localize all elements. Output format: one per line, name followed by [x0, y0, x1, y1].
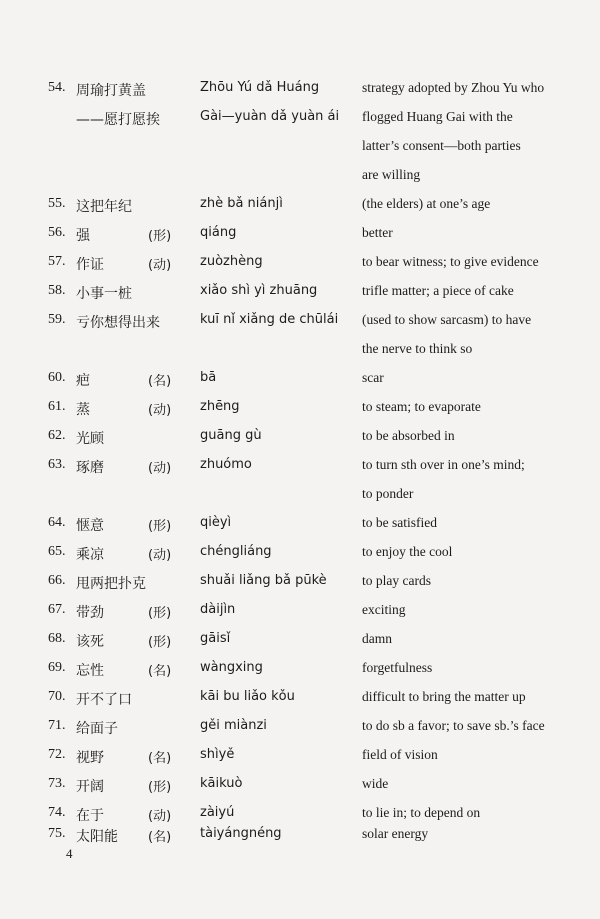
entry-number: 62. — [48, 428, 66, 443]
entry-chinese: 带劲 — [76, 605, 104, 621]
entry-pinyin: kāikuò — [200, 776, 243, 791]
entry-pinyin: wàngxing — [200, 660, 263, 675]
entry-definition: field of vision — [362, 747, 438, 762]
vocab-row — [0, 370, 600, 394]
entry-pinyin: shìyě — [200, 747, 235, 762]
vocab-row — [0, 660, 600, 684]
vocab-row — [0, 167, 600, 191]
entry-definition: trifle matter; a piece of cake — [362, 283, 514, 298]
entry-chinese: 甩两把扑克 — [76, 576, 146, 592]
vocab-row — [0, 718, 600, 742]
entry-number: 59. — [48, 312, 66, 327]
entry-pinyin: kuī nǐ xiǎng de chūlái — [200, 312, 339, 327]
entry-definition: (the elders) at one’s age — [362, 196, 491, 211]
entry-chinese: 开不了口 — [76, 692, 132, 708]
entry-pinyin: zhuómo — [200, 457, 252, 472]
entry-pinyin: Zhōu Yú dǎ Huáng — [200, 80, 320, 95]
entry-chinese: 乘凉 — [76, 547, 104, 563]
entry-chinese: 疤 — [76, 373, 90, 389]
entry-number: 65. — [48, 544, 66, 559]
entry-number: 63. — [48, 457, 66, 472]
entry-pinyin: chéngliáng — [200, 544, 272, 559]
entry-part-of-speech: (动) — [148, 258, 172, 273]
entry-definition: damn — [362, 631, 392, 646]
vocab-row — [0, 196, 600, 220]
entry-pinyin: zhēng — [200, 399, 240, 414]
vocab-row — [0, 283, 600, 307]
vocab-row — [0, 399, 600, 423]
entry-definition: are willing — [362, 167, 421, 182]
vocab-row — [0, 254, 600, 278]
entry-number: 57. — [48, 254, 66, 269]
entry-part-of-speech: (名) — [148, 374, 172, 389]
vocab-row — [0, 312, 600, 336]
entry-number: 75. — [48, 826, 66, 841]
entry-pinyin: dàijìn — [200, 602, 236, 617]
vocab-row — [0, 109, 600, 133]
entry-part-of-speech: (名) — [148, 751, 172, 766]
entry-definition: better — [362, 225, 393, 240]
entry-definition: strategy adopted by Zhou Yu who — [362, 80, 545, 95]
entry-definition: to play cards — [362, 573, 431, 588]
vocab-row — [0, 341, 600, 365]
entry-definition: forgetfulness — [362, 660, 433, 675]
entry-chinese: ——愿打愿挨 — [76, 112, 160, 128]
vocab-row — [0, 747, 600, 771]
entry-pinyin: zhè bǎ niánjì — [200, 196, 283, 211]
entry-number: 71. — [48, 718, 66, 733]
vocab-row — [0, 602, 600, 626]
entry-definition: to ponder — [362, 486, 414, 501]
entry-chinese: 亏你想得出来 — [76, 315, 160, 331]
entry-chinese: 琢磨 — [76, 460, 104, 476]
entry-number: 66. — [48, 573, 66, 588]
vocab-row — [0, 457, 600, 481]
entry-pinyin: xiǎo shì yì zhuāng — [200, 283, 318, 298]
entry-definition: to be absorbed in — [362, 428, 455, 443]
entry-part-of-speech: (动) — [148, 548, 172, 563]
entry-pinyin: gěi miànzi — [200, 718, 267, 733]
entry-definition: wide — [362, 776, 389, 791]
entry-pinyin: zuòzhèng — [200, 254, 263, 269]
entry-part-of-speech: (名) — [148, 664, 172, 679]
vocab-row — [0, 138, 600, 162]
entry-definition: to turn sth over in one’s mind; — [362, 457, 525, 472]
entry-definition: difficult to bring the matter up — [362, 689, 526, 704]
entry-pinyin: kāi bu liǎo kǒu — [200, 689, 295, 704]
entry-part-of-speech: (形) — [148, 780, 172, 795]
entry-chinese: 光顾 — [76, 431, 104, 447]
entry-chinese: 视野 — [76, 750, 104, 766]
entry-part-of-speech: (动) — [148, 403, 172, 418]
entry-number: 55. — [48, 196, 66, 211]
entry-pinyin: guāng gù — [200, 428, 262, 443]
entry-pinyin: qiáng — [200, 225, 237, 240]
entry-pinyin: qièyì — [200, 515, 232, 530]
entry-number: 61. — [48, 399, 66, 414]
entry-number: 64. — [48, 515, 66, 530]
entry-pinyin: tàiyángnéng — [200, 826, 282, 841]
entry-number: 73. — [48, 776, 66, 791]
entry-chinese: 蒸 — [76, 402, 90, 418]
entry-part-of-speech: (形) — [148, 635, 172, 650]
entry-number: 67. — [48, 602, 66, 617]
entry-part-of-speech: (形) — [148, 606, 172, 621]
entry-number: 58. — [48, 283, 66, 298]
entry-definition: to bear witness; to give evidence — [362, 254, 539, 269]
vocab-row — [0, 573, 600, 597]
vocab-row — [0, 515, 600, 539]
entry-definition: to enjoy the cool — [362, 544, 453, 559]
entry-pinyin: shuǎi liǎng bǎ pūkè — [200, 573, 327, 588]
entry-definition: to steam; to evaporate — [362, 399, 481, 414]
entry-definition: to lie in; to depend on — [362, 805, 481, 820]
entry-pinyin: Gài—yuàn dǎ yuàn ái — [200, 109, 340, 124]
entry-number: 74. — [48, 805, 66, 820]
entry-part-of-speech: (动) — [148, 461, 172, 476]
entry-definition: to do sb a favor; to save sb.’s face — [362, 718, 545, 733]
entry-definition: flogged Huang Gai with the — [362, 109, 513, 124]
page-number: 4 — [66, 846, 73, 861]
entry-number: 70. — [48, 689, 66, 704]
entry-definition: (used to show sarcasm) to have — [362, 312, 532, 327]
vocab-row — [0, 776, 600, 800]
entry-number: 72. — [48, 747, 66, 762]
entry-chinese: 惬意 — [76, 518, 104, 534]
entry-definition: solar energy — [362, 826, 429, 841]
entry-chinese: 作证 — [76, 257, 104, 273]
entry-part-of-speech: (名) — [148, 830, 172, 845]
entry-chinese: 给面子 — [76, 721, 118, 737]
vocab-row — [0, 689, 600, 713]
entry-chinese: 在于 — [76, 808, 104, 824]
entry-definition: exciting — [362, 602, 406, 617]
entry-chinese: 该死 — [76, 634, 104, 650]
entry-pinyin: gāisǐ — [200, 631, 231, 646]
entry-number: 68. — [48, 631, 66, 646]
entry-pinyin: zàiyú — [200, 805, 235, 820]
vocab-row — [0, 428, 600, 452]
entry-pinyin: bā — [200, 370, 217, 385]
vocab-row — [0, 544, 600, 568]
entry-part-of-speech: (形) — [148, 519, 172, 534]
vocab-row — [0, 486, 600, 510]
vocab-row — [0, 826, 600, 850]
entry-chinese: 强 — [76, 228, 90, 244]
entry-definition: to be satisfied — [362, 515, 437, 530]
entry-chinese: 这把年纪 — [76, 199, 132, 215]
entry-part-of-speech: (形) — [148, 229, 172, 244]
entry-number: 60. — [48, 370, 66, 385]
vocab-row — [0, 631, 600, 655]
entry-number: 69. — [48, 660, 66, 675]
entry-part-of-speech: (动) — [148, 809, 172, 824]
vocab-row — [0, 80, 600, 104]
entry-definition: latter’s consent—both parties — [362, 138, 521, 153]
entry-chinese: 忘性 — [76, 663, 104, 679]
entry-number: 56. — [48, 225, 66, 240]
vocab-row — [0, 225, 600, 249]
entry-definition: scar — [362, 370, 384, 385]
entry-chinese: 小事一桩 — [76, 286, 132, 302]
entry-chinese: 周瑜打黄盖 — [76, 83, 146, 99]
entry-chinese: 太阳能 — [76, 829, 118, 845]
entry-number: 54. — [48, 80, 66, 95]
entry-chinese: 开阔 — [76, 779, 104, 795]
entry-definition: the nerve to think so — [362, 341, 473, 356]
